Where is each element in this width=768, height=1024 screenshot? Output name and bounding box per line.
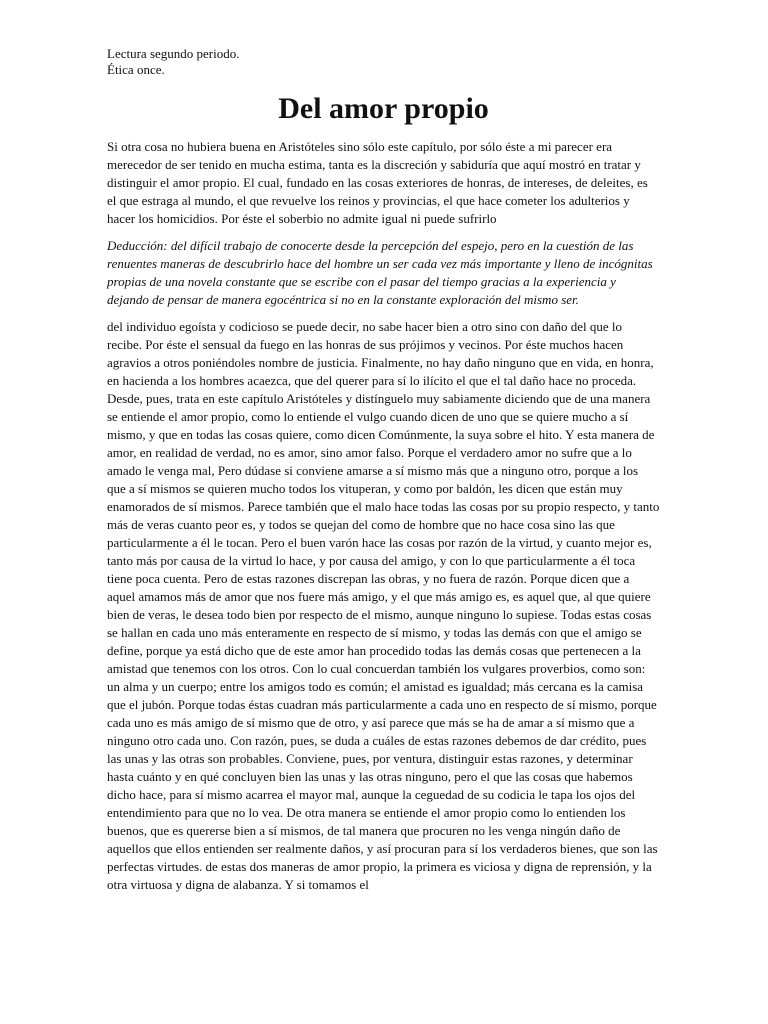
deduction-paragraph: Deducción: del difícil trabajo de conocerte desde la percepción del espejo, pero en la cuestión de las renuentes maneras de descubrirlo hace del hombre un ser cada vez más importante y lleno de incógnitas propias de una novela constante que se escribe con el pasar del tiempo gracias a la experiencia y dejando de pensar de manera egocéntrica si no en la constante exploración del mismo ser.: [107, 238, 653, 307]
document-title: Del amor propio: [278, 92, 489, 125]
intro-paragraph: Si otra cosa no hubiera buena en Aristóteles sino sólo este capítulo, por sólo éste a mi parecer era merecedor de ser tenido en mucha estima, tanta es la discreción y sabiduría que aquí mostró en tratar y distinguir el amor propio. El cual, fundado en las cosas exteriores de honras, de intereses, de deleites, es el que estraga al mundo, el que revuelve los reinos y provincias, el que hace cometer los adulterios y hacer los homicidios. Por éste el soberbio no admite igual ni puede sufrirlo: [107, 139, 648, 226]
header-subject-line: Ética once.: [107, 62, 165, 77]
header-course-line: Lectura segundo periodo.: [107, 46, 240, 61]
body-paragraph: del individuo egoísta y codicioso se puede decir, no sabe hacer bien a otro sino con daño del que lo recibe. Por éste el sensual da fuego en las honras de sus prójimos y vecinos. Por éste muchos hacen agravios a otros poniéndoles nombre de justicia. Finalmente, no hay daño ninguno que en vida, en honra, en hacienda a los hombres acaezca, que del querer para sí lo ilícito el que el tal daño hace no proceda. Desde, pues, trata en este capítulo Aristóteles y distínguelo muy sabiamente diciendo que de una manera se entiende el amor propio, como lo entiende el vulgo cuando dicen de uno que se quiere mucho a sí mismo, y que en todas las cosas quiere, como dicen Comúnmente, la suya sobre el hito. Y esta manera de amor, en realidad de verdad, no es amor, sino amor falso. Porque el verdadero amor no sufre que a lo amado le venga mal, Pero dúdase si conviene amarse a sí mismo más que a ninguno otro, porque a los que a sí mismos se quieren mucho todos los vituperan, y como por baldón, les dicen que están muy enamorados de sí mismos. Parece también que el malo hace todas las cosas por su propio respecto, y tanto más de veras cuanto peor es, y todos se quejan del como de hombre que no hace cosa sino las que particularmente a él le tocan. Pero el buen varón hace las cosas por razón de la virtud, y cuanto mejor es, tanto más por causa de la virtud lo hace, y por causa del amigo, y con lo que particularmente a él toca tiene poca cuenta. Pero de estas razones discrepan las obras, y no fuera de razón. Porque dicen que a aquel amamos más de amor que nos fuere más amigo, y el que más amigo es, es aquel que, al que quiere bien de veras, le desea todo bien por respecto de el mismo, aunque ninguno lo supiese. Todas estas cosas se hallan en cada uno más enteramente en respecto de sí mismo, y todas las demás con que el amigo se define, porque ya está dicho que de este amor han procedido todas las demás cosas que pertenecen a la amistad que tenemos con los otros. Con lo cual concuerdan también los vulgares proverbios, como son: un alma y un cuerpo; entre los amigos todo es común; el amistad es igualdad; más cercana es la camisa que el jubón. Porque todas éstas cuadran más particularmente a cada uno en respecto de sí mismo, porque cada uno es más amigo de sí mismo que de otro, y así parece que más se ha de amar a sí mismo que a ninguno otro cada uno. Con razón, pues, se duda a cuáles de estas razones debemos de dar crédito, pues las unas y las otras son probables. Conviene, pues, por ventura, distinguir estas razones, y determinar hasta cuánto y en qué concluyen bien las unas y las otras ninguno, pero el que las cosas que habemos dicho hace, para sí mismo acarrea el mayor mal, aunque la ceguedad de su codicia le tapa los ojos del entendimiento para que no lo vea. De otra manera se entiende el amor propio como lo entienden los buenos, que es quererse bien a sí mismos, de tal manera que procuren no les venga ningún daño de aquellos que ellos entienden ser realmente daños, y así procuran para sí los verdaderos bienes, que son las perfectas virtudes. de estas dos maneras de amor propio, la primera es viciosa y digna de reprensión, y la otra virtuosa y digna de alabanza. Y si tomamos el: [107, 319, 660, 892]
document-page: [107, 46, 660, 894]
